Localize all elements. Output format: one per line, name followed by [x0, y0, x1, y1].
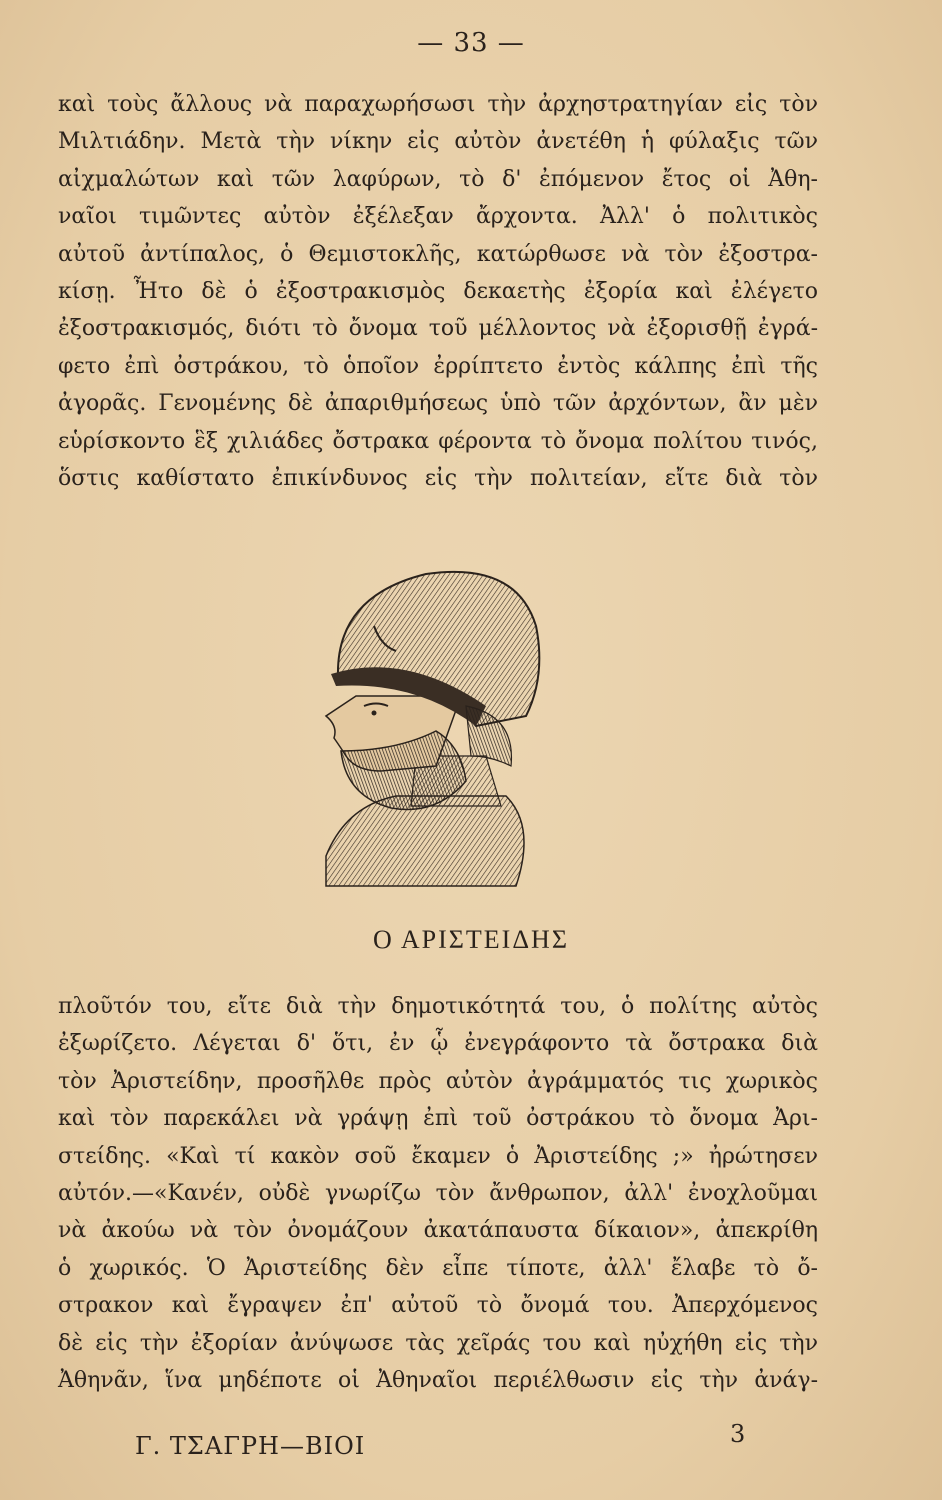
text-line: Ἀθηνᾶν, ἵνα μηδέποτε οἱ Ἀθηναῖοι περιέλθωσιν εἰς τὴν ἀνάγ-: [58, 1367, 818, 1393]
text-line: ναῖοι τιμῶντες αὐτὸν ἐξέλεξαν ἄρχοντα. Ἀλλ' ὁ πολιτικὸς: [58, 204, 818, 230]
footer-book-title: Γ. ΤΣΑΓΡΗ—ΒΙΟΙ: [135, 1432, 366, 1460]
text-line: αὐτόν.—«Κανέν, οὐδὲ γνωρίζω τὸν ἄνθρωπον, ἀλλ' ἐνοχλοῦμαι: [58, 1180, 818, 1206]
top-paragraph: [58, 86, 818, 497]
text-line: αὐτοῦ ἀντίπαλος, ὁ Θεμιστοκλῆς, κατώρθωσε νὰ τὸν ἐξοστρα-: [58, 241, 818, 267]
text-line: πλοῦτόν του, εἴτε διὰ τὴν δημοτικότητά του, ὁ πολίτης αὐτὸς: [58, 994, 818, 1019]
text-line: αἰχμαλώτων καὶ τῶν λαφύρων, τὸ δ' ἐπόμενον ἔτος οἱ Ἀθη-: [58, 166, 818, 192]
text-line: νὰ ἀκούω νὰ τὸν ὀνομάζουν ἀκατάπαυστα δίκαιον», ἀπεκρίθη: [58, 1218, 818, 1244]
portrait-caption: Ο ΑΡΙΣΤΕΙΔΗΣ: [373, 925, 569, 954]
text-line: καὶ τὸν παρεκάλει νὰ γράψῃ ἐπὶ τοῦ ὀστράκου τὸ ὄνομα Ἀρι-: [58, 1106, 818, 1132]
text-line: ὁ χωρικός. Ὁ Ἀριστείδης δὲν εἶπε τίποτε, ἀλλ' ἔλαβε τὸ ὄ-: [58, 1255, 818, 1281]
text-line: φετο ἐπὶ ὀστράκου, τὸ ὁποῖον ἐρρίπτετο ἐντὸς κάλπης ἐπὶ τῆς: [58, 353, 818, 379]
text-line: καὶ τοὺς ἄλλους νὰ παραχωρήσωσι τὴν ἀρχηστρατηγίαν εἰς τὸν: [58, 92, 818, 117]
text-line: Μιλτιάδην. Μετὰ τὴν νίκην εἰς αὐτὸν ἀνετέθη ἡ φύλαξις τῶν: [58, 129, 818, 155]
text-line: δὲ εἰς τὴν ἐξορίαν ἀνύψωσε τὰς χεῖράς του καὶ ηὐχήθη εἰς τὴν: [58, 1330, 818, 1356]
text-line: κίσῃ. Ἦτο δὲ ὁ ἐξοστρακισμὸς δεκαετὴς ἐξορία καὶ ἐλέγετο: [58, 278, 818, 304]
page-number: — 33 —: [417, 28, 525, 58]
text-line: εὑρίσκοντο ἓξ χιλιάδες ὄστρακα φέροντα τὸ ὄνομα πολίτου τινός,: [58, 428, 818, 454]
footer-signature-mark: 3: [730, 1420, 746, 1448]
text-line: ἐξοστρακισμός, διότι τὸ ὄνομα τοῦ μέλλοντος νὰ ἐξορισθῇ ἐγρά-: [58, 316, 818, 342]
text-line: ἐξωρίζετο. Λέγεται δ' ὅτι, ἐν ᾧ ἐνεγράφοντο τὰ ὄστρακα διὰ: [58, 1031, 818, 1057]
bottom-paragraph: [58, 988, 818, 1399]
text-line: ὅστις καθίστατο ἐπικίνδυνος εἰς τὴν πολιτείαν, εἴτε διὰ τὸν: [58, 465, 818, 491]
text-line: στρακον καὶ ἔγραψεν ἐπ' αὐτοῦ τὸ ὄνομά του. Ἀπερχόμενος: [58, 1293, 818, 1319]
aristides-portrait-engraving: [286, 556, 586, 896]
text-line: τὸν Ἀριστείδην, προσῆλθε πρὸς αὐτὸν ἀγράμματός τις χωρικὸς: [58, 1068, 818, 1094]
text-line: στείδης. «Καὶ τί κακὸν σοῦ ἔκαμεν ὁ Ἀριστείδης ;» ἠρώτησεν: [58, 1143, 818, 1169]
text-line: ἀγορᾶς. Γενομένης δὲ ἀπαριθμήσεως ὑπὸ τῶν ἀρχόντων, ἂν μὲν: [58, 391, 818, 417]
